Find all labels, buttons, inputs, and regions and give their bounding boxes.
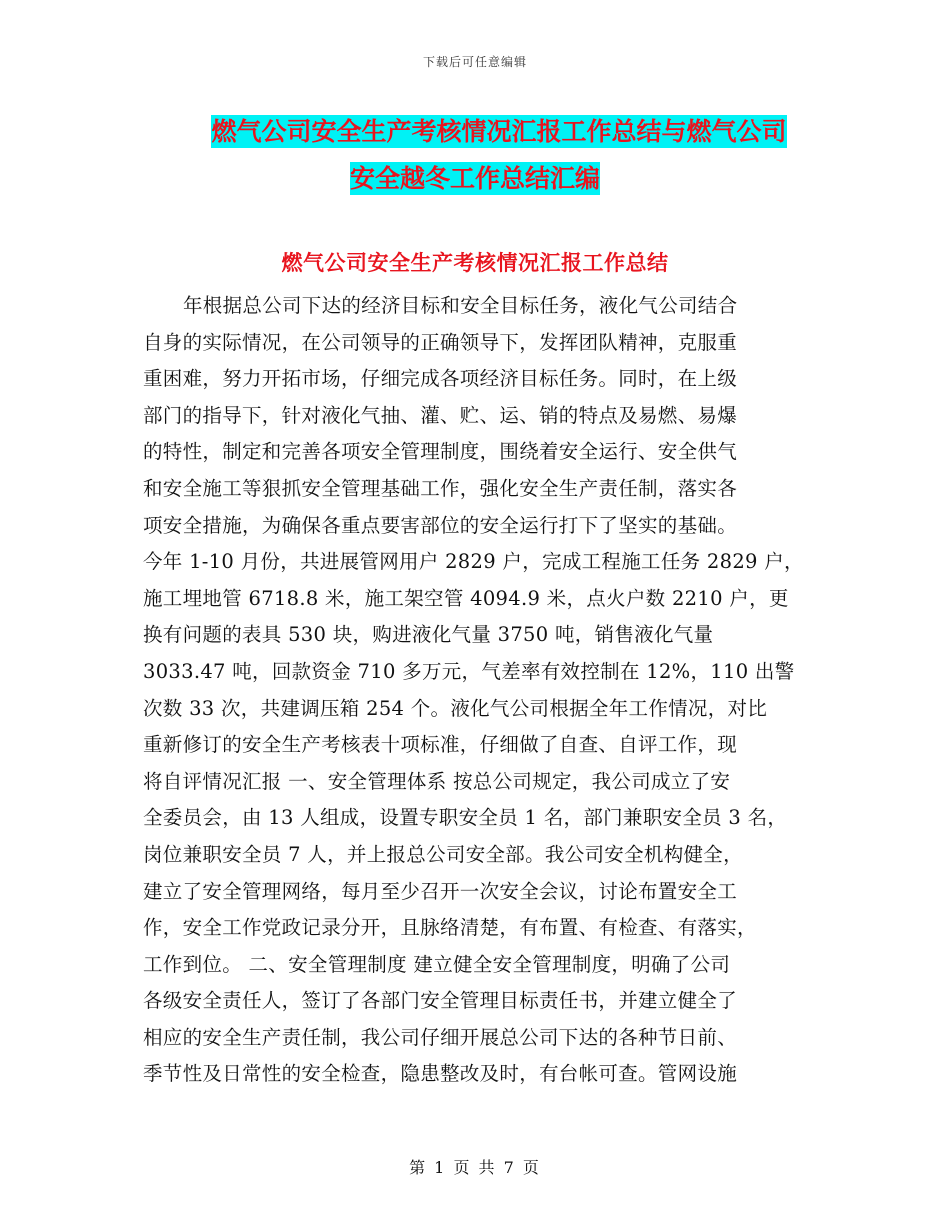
- body-line: 自身的实际情况，在公司领导的正确领导下，发挥团队精神，克服重: [143, 330, 738, 354]
- body-line: 相应的安全生产责任制，我公司仔细开展总公司下达的各种节日前、: [143, 1025, 738, 1049]
- body-line: 次数 33 次，共建调压箱 254 个。液化气公司根据全年工作情况，对比: [143, 696, 768, 720]
- body-line: 全委员会，由 13 人组成，设置专职安全员 1 名，部门兼职安全员 3 名，: [143, 806, 788, 830]
- body-line: 3033.47 吨，回款资金 710 多万元，气差率有效控制在 12%，110 出警: [143, 659, 795, 683]
- body-line: 施工埋地管 6718.8 米，施工架空管 4094.9 米，点火户数 2210 户，更: [143, 586, 789, 610]
- body-paragraph: [143, 288, 803, 1093]
- body-line: 和安全施工等狠抓安全管理基础工作，强化安全生产责任制，落实各: [143, 476, 738, 500]
- document-title-line-2: 安全越冬工作总结汇编: [349, 164, 600, 193]
- body-line: 重新修订的安全生产考核表十项标准，仔细做了自查、自评工作，现: [143, 733, 738, 757]
- body-line: 的特性，制定和完善各项安全管理制度，围绕着安全运行、安全供气: [143, 440, 738, 464]
- page-number-footer: 第 1 页 共 7 页: [409, 1158, 541, 1177]
- body-line: 重困难，努力开拓市场，仔细完成各项经济目标任务。同时，在上级: [143, 367, 738, 391]
- body-line: 部门的指导下，针对液化气抽、灌、贮、运、销的特点及易燃、易爆: [143, 403, 738, 427]
- section-title: 燃气公司安全生产考核情况汇报工作总结: [281, 251, 669, 275]
- body-line: 各级安全责任人，签订了各部门安全管理目标责任书，并建立健全了: [143, 989, 738, 1013]
- body-line: 岗位兼职安全员 7 人，并上报总公司安全部。我公司安全机构健全，: [143, 842, 743, 866]
- body-line: 年根据总公司下达的经济目标和安全目标任务，液化气公司结合: [183, 294, 738, 317]
- document-title-line-1: 燃气公司安全生产考核情况汇报工作总结与燃气公司: [211, 117, 787, 146]
- body-line: 项安全措施，为确保各重点要害部位的安全运行打下了坚实的基础。: [143, 513, 738, 537]
- header-note: 下载后可任意编辑: [422, 55, 527, 69]
- body-line: 建立了安全管理网络，每月至少召开一次安全会议，讨论布置安全工: [143, 879, 738, 903]
- body-line: 将自评情况汇报 一、安全管理体系 按总公司规定，我公司成立了安: [143, 769, 731, 793]
- body-line: 季节性及日常性的安全检查，隐患整改及时，有台帐可查。管网设施: [143, 1062, 738, 1086]
- document-title: [0, 108, 950, 202]
- body-line: 换有问题的表具 530 块，购进液化气量 3750 吨，销售液化气量: [143, 623, 714, 647]
- body-line: 工作到位。 二、安全管理制度 建立健全安全管理制度，明确了公司: [143, 952, 731, 976]
- body-line: 今年 1-10 月份，共进展管网用户 2829 户，完成工程施工任务 2829 户，: [143, 550, 804, 574]
- body-line: 作，安全工作党政记录分开，且脉络清楚，有布置、有检查、有落实，: [143, 916, 757, 940]
